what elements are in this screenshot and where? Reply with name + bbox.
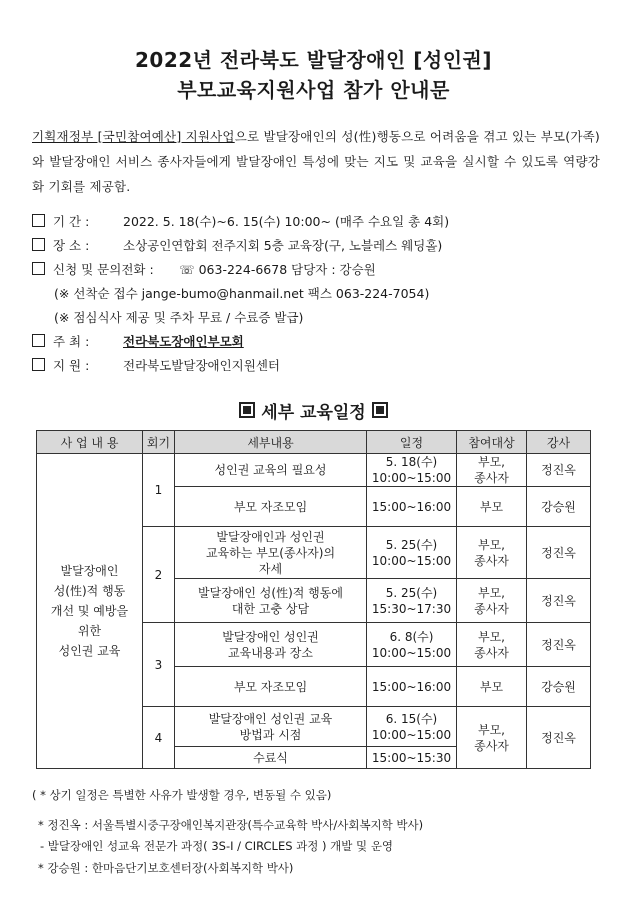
target-line: 부모, [478,629,505,644]
session-number: 1 [143,454,175,527]
info-place: 장 소 : 소상공인연합회 전주지회 5층 교육장(구, 노블레스 웨딩홀) [32,236,602,260]
document-title-line1: 2022년 전라북도 발달장애인 [성인권] [135,48,492,72]
session-content [175,579,367,623]
date-line: 10:00~15:00 [371,553,452,568]
content-line: 부모 자조모임 [233,499,308,514]
session-target [457,667,527,707]
session-target [457,579,527,623]
content-line: 발달장애인 성인권 교육 [208,711,333,726]
info-note1: (※ 선착순 접수 jange-bumo@hanmail.net 팩스 063-224-7054) [54,286,430,301]
session-number: 2 [143,527,175,623]
session-content [175,667,367,707]
program-topic-line: 성인권 교육 [58,644,121,658]
program-topic-cell [37,454,143,769]
target-line: 부모, [478,455,505,469]
content-line: 교육하는 부모(종사자)의 [205,545,336,560]
square-bullet-icon [372,402,388,418]
target-line: 부모, [478,585,505,600]
session-target [457,623,527,667]
schedule-title: 세부 교육일정 [0,398,627,423]
session-content [175,747,367,769]
schedule-change-note: ( * 상기 일정은 특별한 사유가 발생할 경우, 변동될 수 있음) [32,788,332,802]
date-line: 10:00~15:00 [371,471,452,485]
header-instructor: 강사 [527,431,591,454]
target-line: 부모 [479,679,504,694]
target-line: 종사자 [474,645,509,660]
instructor-note-1-sub: - 발달장애인 성교육 전문가 과정( 3S-I / CIRCLES 과정 ) 개발 및 운영 [40,839,394,853]
target-line: 부모, [478,537,505,552]
session-instructor: 정진옥 [527,707,591,769]
info-list [32,212,602,380]
session-target [457,707,527,769]
header-program: 사 업 내 용 [37,431,143,454]
session-date [367,454,457,487]
date-line: 10:00~15:00 [371,645,452,660]
session-instructor: 정진옥 [527,579,591,623]
session-date [367,623,457,667]
info-support: 지 원 : 전라북도발달장애인지원센터 [32,356,602,380]
intro-highlight: 기획재정부 [국민참여예산] 지원사업 [32,129,235,144]
target-line: 부모, [478,722,505,737]
target-line: 종사자 [474,471,509,485]
date-line: 15:00~16:00 [371,679,452,694]
target-line: 종사자 [474,738,509,753]
instructor-note-2: * 강승원 : 한마음단기보호센터장(사회복지학 박사) [38,861,294,875]
info-period: 기 간 : 2022. 5. 18(수)~6. 15(수) 10:00~ (매주 수요일 총 4회) [32,212,602,236]
date-line: 15:30~17:30 [371,601,452,616]
session-content [175,527,367,579]
session-instructor: 정진옥 [527,454,591,487]
session-content [175,623,367,667]
content-line: 발달장애인과 성인권 [216,529,325,544]
header-session: 회기 [143,431,175,454]
session-date [367,747,457,769]
date-line: 6. 15(수) [385,711,438,726]
header-target: 참여대상 [457,431,527,454]
square-bullet-icon [239,402,255,418]
date-line: 15:00~16:00 [371,499,452,514]
date-line: 5. 25(수) [385,537,438,552]
date-line: 5. 18(수) [385,455,438,469]
content-line: 발달장애인 성인권 [222,629,319,644]
table-row [37,454,591,487]
program-topic-line: 개선 및 예방을 [50,604,129,618]
instructor-note-1: * 정진옥 : 서울특별시중구장애인복지관장(특수교육학 박사/사회복지학 박사) [38,818,424,832]
session-instructor: 정진옥 [527,623,591,667]
content-line: 교육내용과 장소 [228,645,313,660]
program-topic-line: 발달장애인 [60,564,119,578]
session-date [367,579,457,623]
session-instructor: 정진옥 [527,527,591,579]
session-date [367,667,457,707]
checkbox-icon [32,262,45,275]
email-link[interactable]: jange-bumo@hanmail.net [141,286,304,301]
content-line: 방법과 시점 [239,727,302,742]
target-line: 종사자 [474,553,509,568]
session-number: 3 [143,623,175,707]
session-target [457,454,527,487]
session-number: 4 [143,707,175,769]
header-content: 세부내용 [175,431,367,454]
info-contact: 신청 및 문의전화 : ☏ 063-224-6678 담당자 : 강승원 [32,260,602,284]
date-line: 10:00~15:00 [371,727,452,742]
content-line: 자세 [258,561,283,576]
intro-paragraph [32,124,600,199]
session-date [367,487,457,527]
content-line: 성인권 교육의 필요성 [214,463,327,477]
date-line: 6. 8(수) [389,629,434,644]
checkbox-icon [32,358,45,371]
info-note2: (※ 점심식사 제공 및 주차 무료 / 수료증 발급) [54,310,304,325]
schedule-table [36,430,591,769]
program-topic-line: 위한 [77,624,102,638]
document-title-line2: 부모교육지원사업 참가 안내문 [177,78,450,102]
program-topic-line: 성(性)적 행동 [53,584,126,598]
session-target [457,487,527,527]
intro-text: 으로 발달장애인의 성(性)행동으로 어려움을 겪고 있는 부모(가족)와 발달장애인 서비스 종사자들에게 발달장애인 특성에 맞는 지도 및 교육을 실시할 수 있도록 역량강화 기회를 제공함. [32,129,600,194]
session-content [175,454,367,487]
session-instructor: 강승원 [527,667,591,707]
header-schedule: 일정 [367,431,457,454]
session-date [367,707,457,747]
date-line: 15:00~15:30 [371,750,452,765]
content-line: 대한 고충 상담 [231,601,310,616]
target-line: 부모 [479,499,504,514]
info-host: 주 최 : 전라북도장애인부모회 [32,332,602,356]
session-instructor: 강승원 [527,487,591,527]
content-line: 수료식 [253,750,288,765]
table-header-row [37,431,591,454]
checkbox-icon [32,214,45,227]
session-content [175,487,367,527]
checkbox-icon [32,334,45,347]
date-line: 5. 25(수) [385,585,438,600]
checkbox-icon [32,238,45,251]
session-date [367,527,457,579]
content-line: 부모 자조모임 [233,679,308,694]
session-content [175,707,367,747]
target-line: 종사자 [474,601,509,616]
content-line: 발달장애인 성(性)적 행동에 [198,585,343,600]
session-target [457,527,527,579]
